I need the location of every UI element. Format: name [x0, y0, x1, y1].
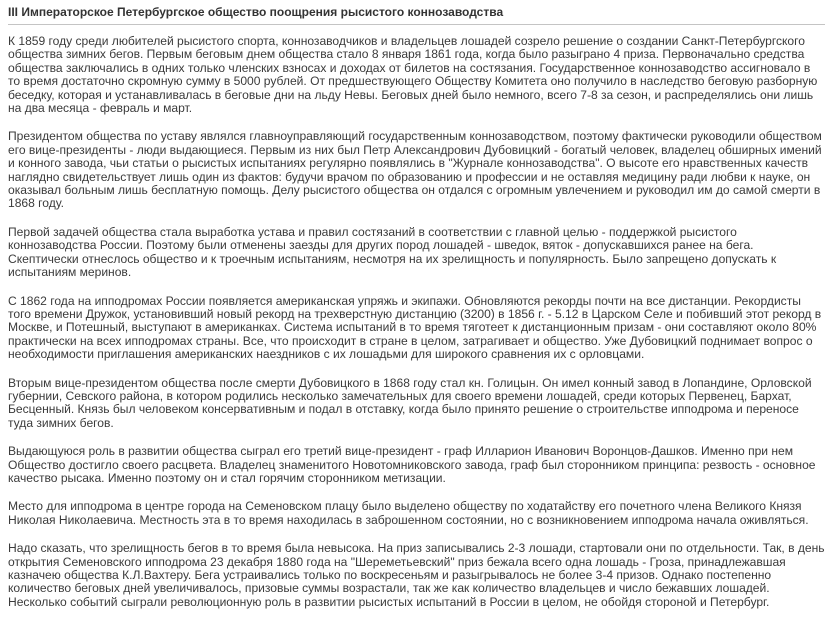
paragraph-1: К 1859 году среди любителей рысистого спорта, коннозаводчиков и владельцев лошадей созрело решение о создании Санкт-Петербургского общества зимних бегов. Первым беговым днем общества стало 8 января 1861 года, когда было разыграно 4 приза. Первоначально средства общества заключались в одних только членских взносах и доходах от билетов на состязания. Государственное коннозаводство ассигновало в то время достаточно скромную сумму в 5000 рублей. От предшествующего Обществу Комитета оно получило в наследство беговую разборную беседку, которая и устанавливалась в беговые дни на льду Невы. Беговых дней было немного, всего 7-8 за сезон, и распределялись они лишь на два месяца - февраль и март.	[8, 34, 818, 116]
paragraph-8: Надо сказать, что зрелищность бегов в то время была невысока. На приз записывались 2-3 лошади, стартовали они по отдельности. Так, в день открытия Семеновского ипподрома 23 декабря 1880 года на "Шереметьевский" приз бежала всего одна лошадь - Гроза, принадлежавшая казначею общества К.Л.Вахтеру. Бега устраивались только по воскресеньям и разыгрывалось не более 3-4 призов. Однако постепенно количество беговых дней увеличивалось, призовые суммы возрастали, так же как количество владельцев и число бежавших лошадей. Несколько событий сыграли революционную роль в развитии рысистых испытаний в России в целом, не обойдя стороной и Петербург.	[8, 541, 825, 609]
title-divider	[8, 24, 825, 25]
paragraph-4: С 1862 года на ипподромах России появляется американская упряжь и экипажи. Обновляются рекорды почти на все дистанции. Рекордисты того времени Дружок, установивший новый рекорд на трехверстную дистанцию (3200) в 1856 г. - 5.12 в Царском Селе и побивший этот рекорд в Москве, и Потешный, выступают в американках. Система испытаний в то время тяготеет к дистанционным призам - они составляют около 80% практически на всех ипподромах страны. Все, что происходит в стране в целом, затрагивает и общество. Уже Дубовицкий поднимает вопрос о необходимости приглашения американских наездников с их лошадьми для широкого сравнения их с орловцами.	[8, 293, 822, 362]
article-title: III Императорское Петербургское общество поощрения рысистого коннозаводства	[8, 5, 504, 19]
paragraph-5: Вторым вице-президентом общества после смерти Дубовицкого в 1868 году стал кн. Голицын. Он имел конный завод в Лопандине, Орловской губернии, Севского района, в котором родились несколько замечательных для своего времени лошадей, среди которых Первенец, Бархат, Бесценный. Князь был человеком консервативным и подал в отставку, когда было принято решение о строительстве ипподрома и переносе туда зимних бегов.	[8, 375, 812, 430]
paragraph-3: Первой задачей общества стала выработка устава и правил состязаний в соответствии с главной целью - поддержкой рысистого коннозаводства России. Поэтому были отменены заезды для других пород лошадей - шведок, вяток - допускавшихся ранее на бега. Скептически отнеслось общество и к троечным испытаниям, несмотря на их зрелищность и популярность. Было запрещено допускать к испытаниям меринов.	[8, 224, 777, 280]
article-body	[8, 35, 825, 609]
paragraph-7: Место для ипподрома в центре города на Семеновском плацу было выделено обществу по ходатайству его почетного члена Великого Князя Николая Николаевича. Местность эта в то время находилась в заброшенном состоянии, но с возникновением ипподрома начала оживляться.	[8, 499, 809, 527]
paragraph-6: Выдающуюся роль в развитии общества сыграл его третий вице-президент - граф Илларион Иванович Воронцов-Дашков. Именно при нем Общество достигло своего расцвета. Владелец знаменитого Новотомниковского завода, граф был сторонником принципа: резвость - основное качество рысака. Именно поэтому он и стал горячим сторонником метизации.	[8, 444, 816, 485]
paragraph-2: Президентом общества по уставу являлся главноуправляющий государственным коннозаводством, поэтому фактически руководили обществом его вице-президенты - люди выдающиеся. Первым из них был Петр Александрович Дубовицкий - богатый человек, владелец обширных имений и конного завода, чьи статьи о рысистых испытаниях регулярно появлялись в "Журнале коннозаводства". О высоте его нравственных качеств наглядно свидетельствует лишь один из фактов: будучи врачом по образованию и профессии и не оставляя медицину ради любви к науке, он оказывал больным лишь бесплатную помощь. Делу рысистого общества он отдался с огромным увлечением и руководил им до самой смерти в 1868 году.	[8, 129, 822, 211]
